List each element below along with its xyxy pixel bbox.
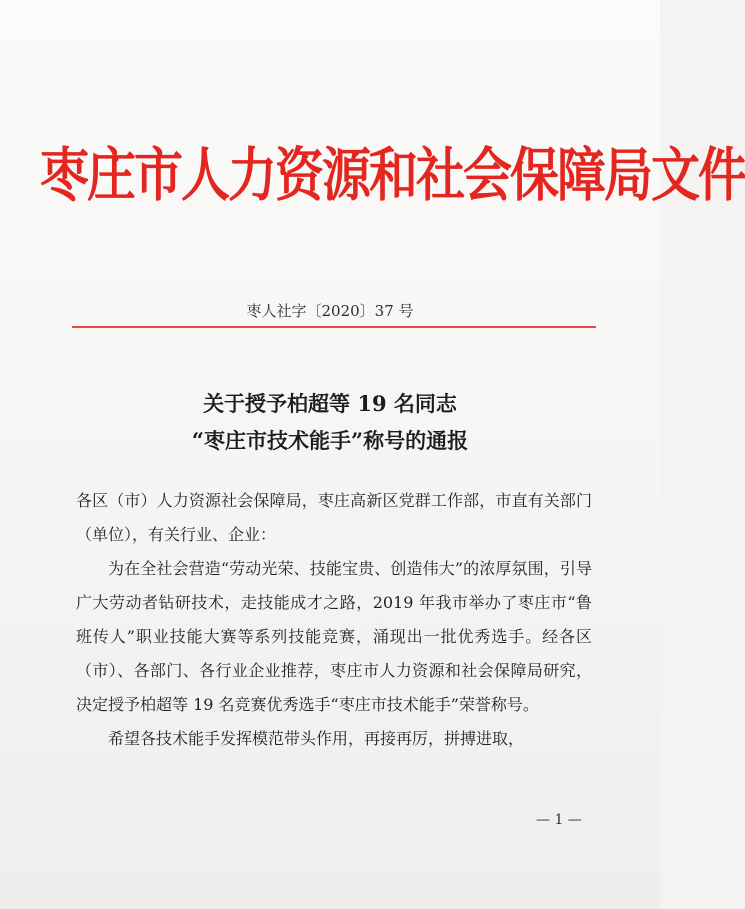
page-number: — 1 — xyxy=(536,812,582,828)
document-masthead: 枣庄市人力资源和社会保障局文件 xyxy=(40,140,745,210)
notice-body xyxy=(76,484,592,756)
notice-title-line-2: “枣庄市技术能手”称号的通报 xyxy=(191,428,469,453)
red-divider-rule xyxy=(72,326,596,328)
salutation-paragraph: 各区（市）人力资源社会保障局，枣庄高新区党群工作部，市直有关部门（单位），有关行业、企业： xyxy=(76,491,592,544)
document-number: 枣人社字〔2020〕37 号 xyxy=(246,302,414,320)
body-paragraph-1: 为在全社会营造“劳动光荣、技能宝贵、创造伟大”的浓厚氛围，引导广大劳动者钻研技术，走技能成才之路，2019 年我市举办了枣庄市“鲁班传人”职业技能大赛等系列技能竞赛，涌现出一批优秀选手。经各区（市）、各部门、各行业企业推荐，枣庄市人力资源和社会保障局研究，决定授予柏超等 19 名竞赛优秀选手“枣庄市技术能手”荣誉称号。 xyxy=(76,559,592,714)
notice-title-line-1: 关于授予柏超等 19 名同志 xyxy=(203,391,457,416)
body-paragraph-2: 希望各技术能手发挥模范带头作用，再接再厉，拼搏进取， xyxy=(108,729,525,748)
